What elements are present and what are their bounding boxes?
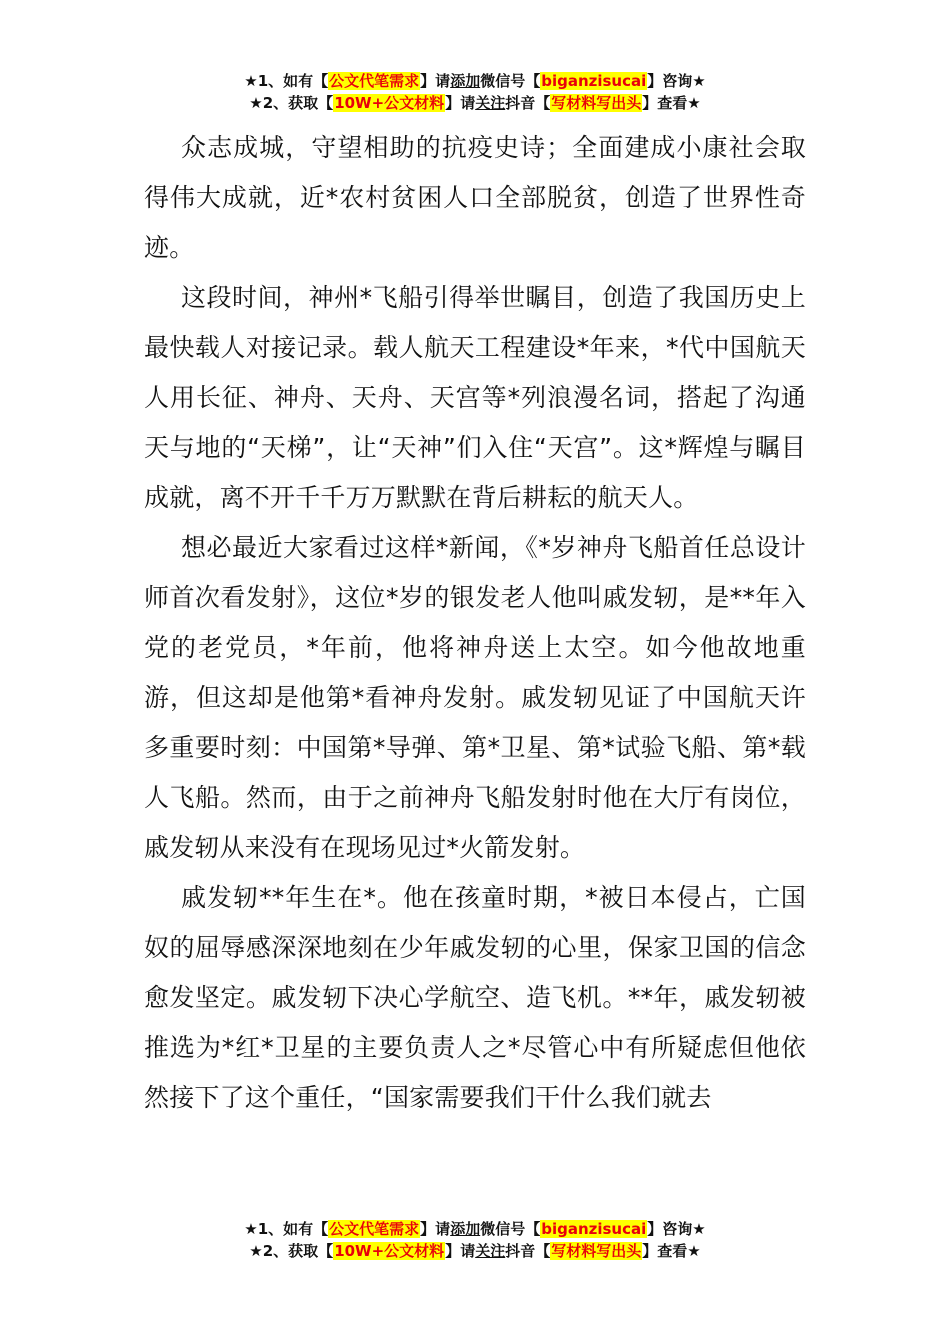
- banner-text: ★2、获取【: [249, 94, 334, 112]
- banner-text: ★2、获取【: [249, 1242, 334, 1260]
- banner-add-text: 添加: [450, 1220, 481, 1238]
- banner-line-2: [0, 92, 950, 114]
- paragraph-2: 这段时间，神州*飞船引得举世瞩目，创造了我国历史上最快载人对接记录。载人航天工程建设*年来，*代中国航天人用长征、神舟、天舟、天宫等*列浪漫名词，搭起了沟通天与地的“天梯”，让“天神”们入住“天宫”。这*辉煌与瞩目成就，离不开千千万万默默在背后耕耘的航天人。: [144, 283, 806, 512]
- banner-follow-text: 关注: [475, 94, 506, 112]
- paragraph-4: 戚发轫**年生在*。他在孩童时期，*被日本侵占，亡国奴的屈辱感深深地刻在少年戚发轫的心里，保家卫国的信念愈发坚定。戚发轫下决心学航空、造飞机。**年，戚发轫被推选为*红*卫星的主要负责人之*尽管心中有所疑虑但他依然接下了这个重任，“国家需要我们干什么我们就去: [144, 883, 806, 1112]
- banner-text: 】请: [445, 1242, 476, 1260]
- highlight-materials: 10W+公文材料: [334, 94, 445, 112]
- highlight-materials: 10W+公文材料: [334, 1242, 445, 1260]
- banner-text: 微信号【: [480, 1220, 541, 1238]
- highlight-douyin-account: 写材料写出头: [551, 94, 642, 112]
- banner-text: 】查看★: [642, 1242, 701, 1260]
- paragraph-1: 众志成城，守望相助的抗疫史诗；全面建成小康社会取得伟大成就，近*农村贫困人口全部脱贫，创造了世界性奇迹。: [144, 133, 806, 262]
- banner-text: 抖音【: [505, 94, 551, 112]
- banner-text: ★1、如有【: [244, 72, 329, 90]
- banner-line-1: [0, 1218, 950, 1240]
- banner-text: 】咨询★: [647, 72, 706, 90]
- banner-text: 】请: [420, 1220, 451, 1238]
- highlight-wechat-id: biganzisucai: [541, 72, 647, 90]
- highlight-douyin-account: 写材料写出头: [551, 1242, 642, 1260]
- header-banner: [0, 70, 950, 114]
- banner-text: 微信号【: [480, 72, 541, 90]
- highlight-service: 公文代笔需求: [329, 72, 420, 90]
- banner-text: 】查看★: [642, 94, 701, 112]
- banner-add-text: 添加: [450, 72, 481, 90]
- banner-follow-text: 关注: [475, 1242, 506, 1260]
- highlight-wechat-id: biganzisucai: [541, 1220, 647, 1238]
- banner-text: 】请: [445, 94, 476, 112]
- document-body: [144, 123, 806, 1123]
- banner-line-1: [0, 70, 950, 92]
- banner-text: ★1、如有【: [244, 1220, 329, 1238]
- banner-text: 】请: [420, 72, 451, 90]
- highlight-service: 公文代笔需求: [329, 1220, 420, 1238]
- banner-line-2: [0, 1240, 950, 1262]
- footer-banner: [0, 1218, 950, 1262]
- banner-text: 】咨询★: [647, 1220, 706, 1238]
- banner-text: 抖音【: [505, 1242, 551, 1260]
- paragraph-3: 想必最近大家看过这样*新闻，《*岁神舟飞船首任总设计师首次看发射》，这位*岁的银发老人他叫戚发轫，是**年入党的老党员，*年前，他将神舟送上太空。如今他故地重游，但这却是他第*看神舟发射。戚发轫见证了中国航天许多重要时刻：中国第*导弹、第*卫星、第*试验飞船、第*载人飞船。然而，由于之前神舟飞船发射时他在大厅有岗位，戚发轫从来没有在现场见过*火箭发射。: [144, 533, 806, 862]
